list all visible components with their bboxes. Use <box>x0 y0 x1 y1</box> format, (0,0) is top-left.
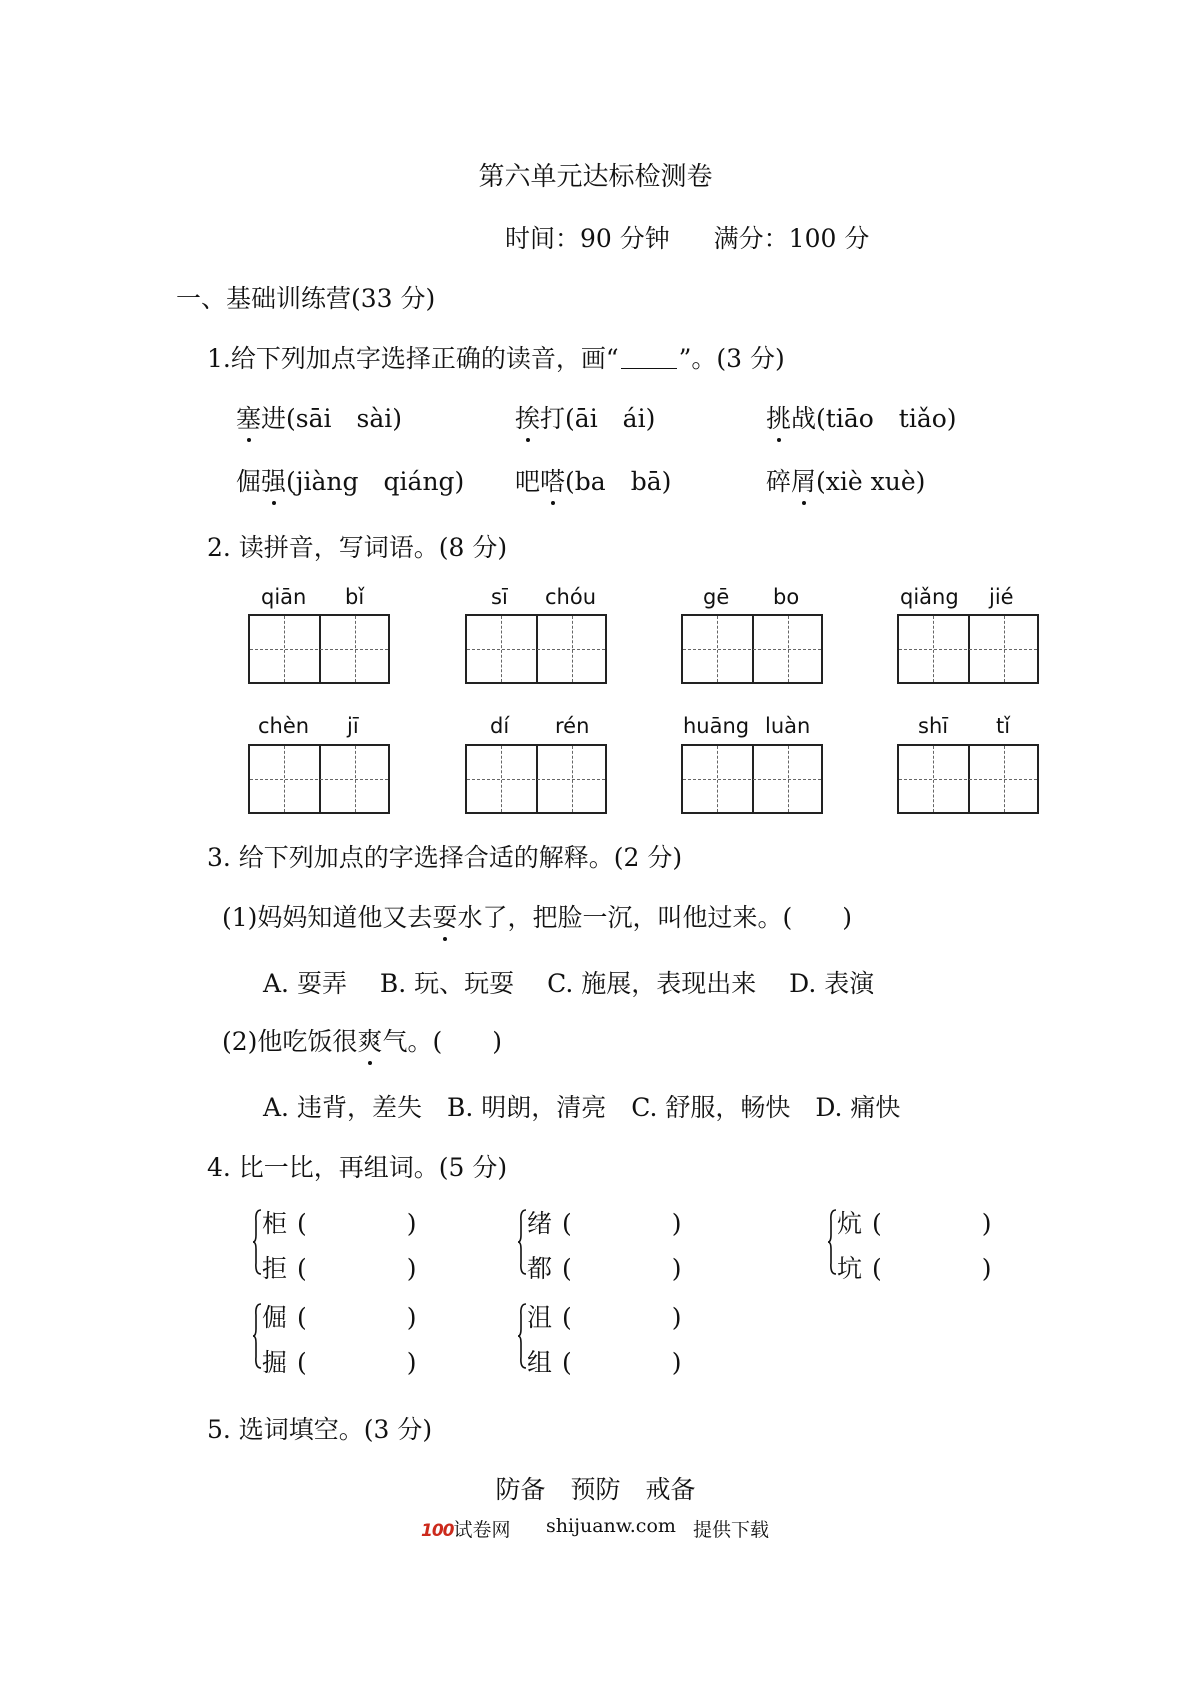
footer-url[interactable]: shijuanw.com <box>546 1515 676 1537</box>
writing-grid[interactable] <box>248 614 390 684</box>
question-5-prompt: 5. 选词填空。(3 分) <box>207 1415 433 1444</box>
dotted-char: 塞 <box>236 402 261 436</box>
sentence-text: (2)他吃饭很 <box>222 1027 358 1056</box>
item-char: 进 <box>261 404 287 433</box>
pinyin-label: huāng <box>683 714 750 738</box>
pinyin-options: (jiàng qiáng) <box>286 467 465 496</box>
compare-char: 沮 <box>527 1303 553 1332</box>
dotted-char: 爽 <box>357 1025 382 1059</box>
pinyin-label: dí <box>490 714 510 738</box>
writing-grid[interactable] <box>465 614 607 684</box>
writing-grid[interactable] <box>897 744 1039 814</box>
answer-paren[interactable]: ( ) <box>562 1348 682 1377</box>
question-3-prompt: 3. 给下列加点的字选择合适的解释。(2 分) <box>207 843 683 872</box>
footer-brand <box>421 1515 511 1542</box>
compare-char: 都 <box>527 1254 553 1283</box>
pinyin-label: sī <box>491 585 508 609</box>
pinyin-options: (tiāo tiǎo) <box>816 404 957 433</box>
question-3-sentence-1 <box>222 901 852 935</box>
item-char: 倔 <box>236 467 262 496</box>
brace-icon <box>517 1303 527 1369</box>
answer-paren[interactable]: ( ) <box>872 1209 992 1238</box>
dotted-char: 屑 <box>791 465 816 499</box>
question-1-prompt-a: 1.给下列加点字选择正确的读音，画“ <box>207 344 619 373</box>
compare-char: 炕 <box>837 1209 863 1238</box>
item-char: 打 <box>540 404 566 433</box>
pinyin-label: qiān <box>261 585 307 609</box>
page-title: 第六单元达标检测卷 <box>478 162 713 192</box>
footer-note: 提供下载 <box>693 1519 770 1541</box>
answer-paren[interactable]: ( ) <box>562 1303 682 1332</box>
brace-icon <box>252 1209 262 1275</box>
brace-icon <box>827 1209 837 1275</box>
answer-paren[interactable]: ( ) <box>297 1254 417 1283</box>
compare-char: 柜 <box>262 1209 288 1238</box>
writing-grid[interactable] <box>465 744 607 814</box>
pinyin-label: bǐ <box>345 585 365 609</box>
writing-grid[interactable] <box>248 744 390 814</box>
brace-icon <box>252 1303 262 1369</box>
writing-grid[interactable] <box>681 744 823 814</box>
pinyin-label: shī <box>918 714 949 738</box>
underline-blank <box>621 348 677 369</box>
pinyin-options: (āi ái) <box>565 404 656 433</box>
time-limit: 时间：90 分钟 <box>505 224 670 253</box>
pinyin-label: rén <box>555 714 590 738</box>
pronunciation-item <box>515 465 671 499</box>
section-heading: 一、基础训练营(33 分) <box>176 284 436 313</box>
pinyin-label: chóu <box>545 585 597 609</box>
sentence-text: 气。( ) <box>382 1027 502 1056</box>
pinyin-options: (ba bā) <box>565 467 672 496</box>
pinyin-label: luàn <box>765 714 811 738</box>
pinyin-label: bo <box>773 585 800 609</box>
dotted-char: 耍 <box>432 901 457 935</box>
writing-grid[interactable] <box>897 614 1039 684</box>
writing-grid[interactable] <box>681 614 823 684</box>
pinyin-label: qiǎng <box>900 585 959 609</box>
compare-char: 绪 <box>527 1209 553 1238</box>
site-name: 试卷网 <box>453 1519 511 1541</box>
question-1-prompt-b: ”。(3 分) <box>678 344 785 373</box>
question-4-prompt: 4. 比一比，再组词。(5 分) <box>207 1153 508 1182</box>
question-3-options-2: A. 违背，差失 B. 明朗，清亮 C. 舒服，畅快 D. 痛快 <box>263 1093 901 1122</box>
answer-paren[interactable]: ( ) <box>297 1303 417 1332</box>
answer-paren[interactable]: ( ) <box>562 1254 682 1283</box>
item-char: 战 <box>791 404 817 433</box>
word-choices: 防备 预防 戒备 <box>495 1475 696 1504</box>
compare-char: 倔 <box>262 1303 288 1332</box>
answer-paren[interactable]: ( ) <box>297 1209 417 1238</box>
pronunciation-item <box>766 465 925 499</box>
exam-meta <box>505 219 869 255</box>
dotted-char: 挑 <box>766 402 791 436</box>
pinyin-label: tǐ <box>996 714 1011 738</box>
question-2-prompt: 2. 读拼音，写词语。(8 分) <box>207 533 508 562</box>
item-char: 吧 <box>515 467 541 496</box>
dotted-char: 嗒 <box>540 465 565 499</box>
answer-paren[interactable]: ( ) <box>297 1348 417 1377</box>
pronunciation-item <box>236 465 464 499</box>
compare-char: 组 <box>527 1348 553 1377</box>
sentence-text: 水了，把脸一沉，叫他过来。( ) <box>457 903 852 932</box>
compare-char: 掘 <box>262 1348 288 1377</box>
dotted-char: 强 <box>261 465 286 499</box>
answer-paren[interactable]: ( ) <box>562 1209 682 1238</box>
question-1-prompt <box>207 342 785 376</box>
compare-char: 坑 <box>837 1254 863 1283</box>
full-score: 满分：100 分 <box>713 224 870 253</box>
compare-char: 拒 <box>262 1254 288 1283</box>
question-3-options-1: A. 耍弄 B. 玩、玩耍 C. 施展，表现出来 D. 表演 <box>263 969 875 998</box>
pronunciation-item <box>766 402 957 436</box>
pinyin-label: gē <box>703 585 730 609</box>
pronunciation-item <box>515 402 655 436</box>
pinyin-label: jié <box>989 585 1014 609</box>
pinyin-label: chèn <box>258 714 310 738</box>
item-char: 碎 <box>766 467 792 496</box>
pinyin-label: jī <box>347 714 359 738</box>
site-logo: 100 <box>421 1521 454 1541</box>
dotted-char: 挨 <box>515 402 540 436</box>
pinyin-options: (xiè xuè) <box>816 467 926 496</box>
pronunciation-item <box>236 402 402 436</box>
brace-icon <box>517 1209 527 1275</box>
answer-paren[interactable]: ( ) <box>872 1254 992 1283</box>
pinyin-options: (sāi sài) <box>286 404 402 433</box>
question-3-sentence-2 <box>222 1025 502 1059</box>
sentence-text: (1)妈妈知道他又去 <box>222 903 433 932</box>
